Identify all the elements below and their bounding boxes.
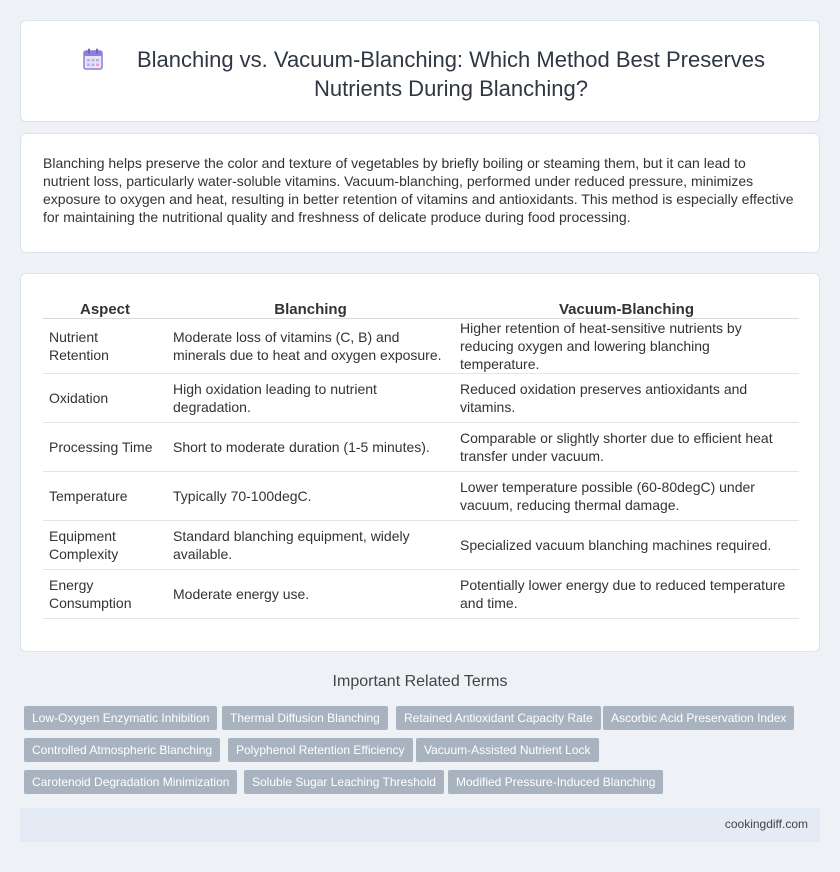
related-terms-heading: Important Related Terms (332, 673, 508, 690)
table-cell: Equipment Complexity (43, 520, 167, 569)
calendar-icon (83, 48, 103, 70)
related-term-tag[interactable]: Carotenoid Degradation Minimization (24, 770, 237, 794)
table-cell: Short to moderate duration (1-5 minutes). (167, 422, 454, 471)
related-term-tag[interactable]: Low-Oxygen Enzymatic Inhibition (24, 706, 217, 730)
column-header-aspect: Aspect (43, 296, 167, 318)
table-header-row (43, 296, 799, 318)
table-cell: Temperature (43, 471, 167, 520)
table-row (43, 422, 799, 471)
table-cell: Processing Time (43, 422, 167, 471)
related-term-tag[interactable]: Soluble Sugar Leaching Threshold (244, 770, 444, 794)
related-term-tag[interactable]: Modified Pressure-Induced Blanching (448, 770, 663, 794)
related-term-tag[interactable]: Vacuum-Assisted Nutrient Lock (416, 738, 599, 762)
table-cell: Reduced oxidation preserves antioxidants and vitamins. (454, 373, 799, 422)
header-card (20, 20, 820, 122)
table-cell: Specialized vacuum blanching machines required. (454, 520, 799, 569)
column-header-blanching: Blanching (167, 296, 454, 318)
footer (20, 808, 820, 842)
column-header-vacuum-blanching: Vacuum-Blanching (454, 296, 799, 318)
table-cell: Moderate energy use. (167, 569, 454, 618)
related-term-tag[interactable]: Polyphenol Retention Efficiency (228, 738, 413, 762)
table-cell: Nutrient Retention (43, 318, 167, 373)
table-cell: Oxidation (43, 373, 167, 422)
related-term-tag[interactable]: Controlled Atmospheric Blanching (24, 738, 220, 762)
comparison-card (20, 273, 820, 652)
table-cell: Potentially lower energy due to reduced temperature and time. (454, 569, 799, 618)
table-cell: Lower temperature possible (60-80degC) under vacuum, reducing thermal damage. (454, 471, 799, 520)
table-cell: Energy Consumption (43, 569, 167, 618)
page-title: Blanching vs. Vacuum-Blanching: Which Method Best Preserves Nutrients During Blanching? (136, 47, 766, 101)
table-row (43, 520, 799, 569)
table-row (43, 318, 799, 373)
related-term-tag[interactable]: Ascorbic Acid Preservation Index (603, 706, 794, 730)
table-row (43, 569, 799, 618)
table-cell: Typically 70-100degC. (167, 471, 454, 520)
table-cell: High oxidation leading to nutrient degradation. (167, 373, 454, 422)
related-term-tag[interactable]: Retained Antioxidant Capacity Rate (396, 706, 601, 730)
table-cell: Higher retention of heat-sensitive nutrients by reducing oxygen and lowering blanching temperature. (454, 318, 799, 373)
table-row (43, 471, 799, 520)
table-row (43, 373, 799, 422)
table-cell: Moderate loss of vitamins (C, B) and minerals due to heat and oxygen exposure. (167, 318, 454, 373)
intro-paragraph: Blanching helps preserve the color and texture of vegetables by briefly boiling or steaming them, but it can lead to nutrient loss, particularly water-soluble vitamins. Vacuum-blanching, performed under reduced pressure, minimizes exposure to oxygen and heat, resulting in better retention of vitamins and antioxidants. This method is especially effective for maintaining the nutritional quality and freshness of delicate produce during food processing. (43, 155, 794, 225)
title-row (21, 21, 819, 121)
related-term-tag[interactable]: Thermal Diffusion Blanching (222, 706, 388, 730)
footer-site-link[interactable]: cookingdiff.com (724, 817, 808, 831)
table-cell: Standard blanching equipment, widely available. (167, 520, 454, 569)
comparison-table (43, 296, 799, 619)
table-cell: Comparable or slightly shorter due to efficient heat transfer under vacuum. (454, 422, 799, 471)
intro-card (20, 133, 820, 253)
